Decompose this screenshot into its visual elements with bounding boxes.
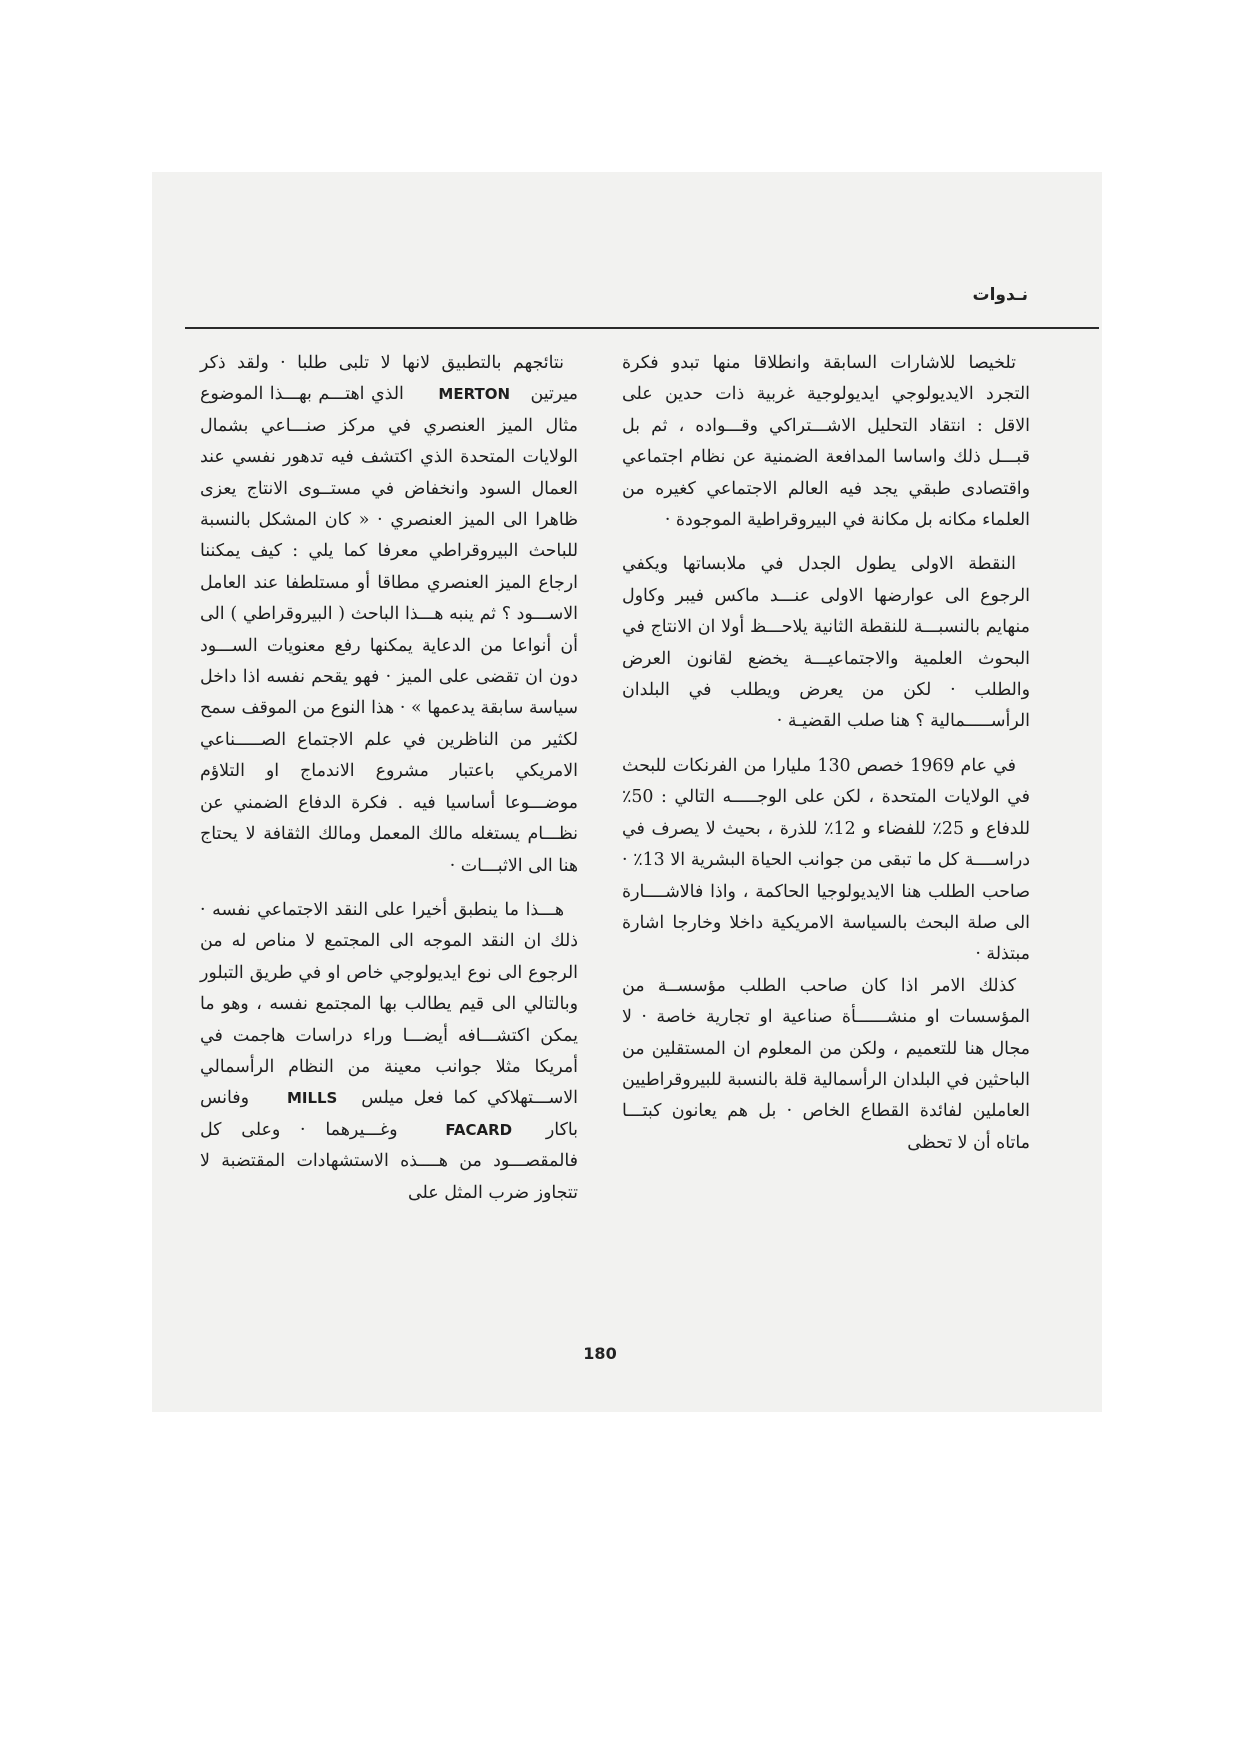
paragraph-text: وغـــيرهما · وعلى كل فالمقصـــود من هــــذه الاستشهادات المقتضبة لا تتجاوز ضرب المثل على — [200, 1119, 578, 1203]
body-paragraph: كذلك الامر اذا كان صاحب الطلب مؤسســة من المؤسسات او منشــــــأة صناعية او تجارية خاصة · لا مجال هنا للتعميم ، ولكن من المعلوم ان المستقلين من الباحثين في البلدان الرأسمالية قلة بالنسبة للبيروقراطيين العاملين لفائدة القطاع الخاص · بل هم يعانون كبتـــا ماتاه أن لا تحظى — [622, 975, 1030, 1153]
page-number: 180 — [583, 1344, 617, 1363]
body-paragraph: في عام 1969 خصص 130 مليارا من الفرنكات للبحث في الولايات المتحدة ، لكن على الوجـــــه التالي : 50٪ للدفاع و 25٪ للفضاء و 12٪ للذرة ، بحيث لا يصرف في دراســــة كل ما تبقى من جوانب الحياة البشرية الا 13٪ · صاحب الطلب هنا الايديولوجيا الحاكمة ، واذا فالاشــــارة الى صلة البحث بالسياسة الامريكية داخلا وخارجا اشارة مبتذلة · — [622, 755, 1030, 965]
body-paragraph — [200, 895, 578, 1209]
paragraph-text: نتائجهم بالتطبيق لانها لا تلبى طلبا · ولقد ذكر ميرتين — [200, 353, 579, 405]
text-column-right — [622, 348, 1030, 1159]
paragraph-text: وفانس باكار — [200, 1088, 579, 1140]
header-rule — [185, 327, 1099, 329]
latin-name-facard: FACARD — [445, 1120, 513, 1139]
section-header-label: نـدوات — [972, 285, 1028, 305]
body-paragraph: تلخيصا للاشارات السابقة وانطلاقا منها تبدو فكرة التجرد الايديولوجي ايديولوجية غربية ذات حدين على الاقل : انتقاد التحليل الاشـــتراكي وقـــواده ، ثم بل قبـــل ذلك واساسا المدافعة الضمنية عن نظام اجتماعي واقتصادى طبقي يجد فيه العالم الاجتماعي كغيره من العلماء مكانه بل مكانة في البيروقراطية الموجودة · — [622, 353, 1030, 531]
paragraph-text: هـــذا ما ينطبق أخيرا على النقد الاجتماعي نفسه · ذلك ان النقد الموجه الى المجتمع لا مناص له من الرجوع الى نوع ايديولوجي خاص او في طريق التبلور وبالتالي الى قيم يطالب بها المجتمع نفسه ، وهو ما يمكن اكتشـــافه أيضـــا وراء دراسات هاجمت في أمريكا مثلا جوانب معينة من النظام الرأسمالي الاســـتهلاكي كما فعل ميلس — [200, 899, 578, 1109]
body-paragraph — [200, 348, 578, 882]
body-paragraph: النقطة الاولى يطول الجدل في ملابساتها ويكفي الرجوع الى عوارضها الاولى عنـــد ماكس فيبر وكاول منهايم بالنسبـــة للنقطة الثانية يلاحـــظ أولا ان الانتاج في البحوث العلمية والاجتماعيـــة يخضع لقانون العرض والطلب · لكن من يعرض ويطلب في البلدان الرأســـــمالية ؟ هنا صلب القضيـة · — [622, 554, 1030, 732]
paragraph-text: الذي اهتـــم بهـــذا الموضوع مثال الميز العنصري في مركز صنـــاعي بشمال الولايات المتحدة الذي اكتشف فيه تدهور نفسي عند العمال السود وانخفاض في مستــوى الانتاج يعزى ظاهرا الى الميز العنصري · « كان المشكل بالنسبة للباحث البيروقراطي معرفا كما يلي : كيف يمكننا ارجاع الميز العنصري مطاقا أو مستلطفا عند العامل الاســـود ؟ ثم ينبه هـــذا الباحث ( البيروقراطي ) الى أن أنواعا من الدعاية يمكنها رفع معنويات الســـود دون ان تقضى على الميز · فهو يقحم نفسه اذا داخل سياسة سابقة يدعمها » · هذا النوع من الموقف سمح لكثير من الناظرين في علم الاجتماع الصـــــناعي الامريكي باعتبار مشروع الاندماج او التلاؤم موضـــوعا أساسيا فيه . فكرة الدفاع الضمني عن نظـــام يستغله مالك المعمل ومالك الثقافة لا يحتاج هنا الى الاثبـــات · — [200, 384, 578, 876]
text-column-left — [200, 348, 578, 1209]
latin-name-merton: MERTON — [438, 385, 510, 404]
latin-name-mills: MILLS — [286, 1089, 338, 1108]
